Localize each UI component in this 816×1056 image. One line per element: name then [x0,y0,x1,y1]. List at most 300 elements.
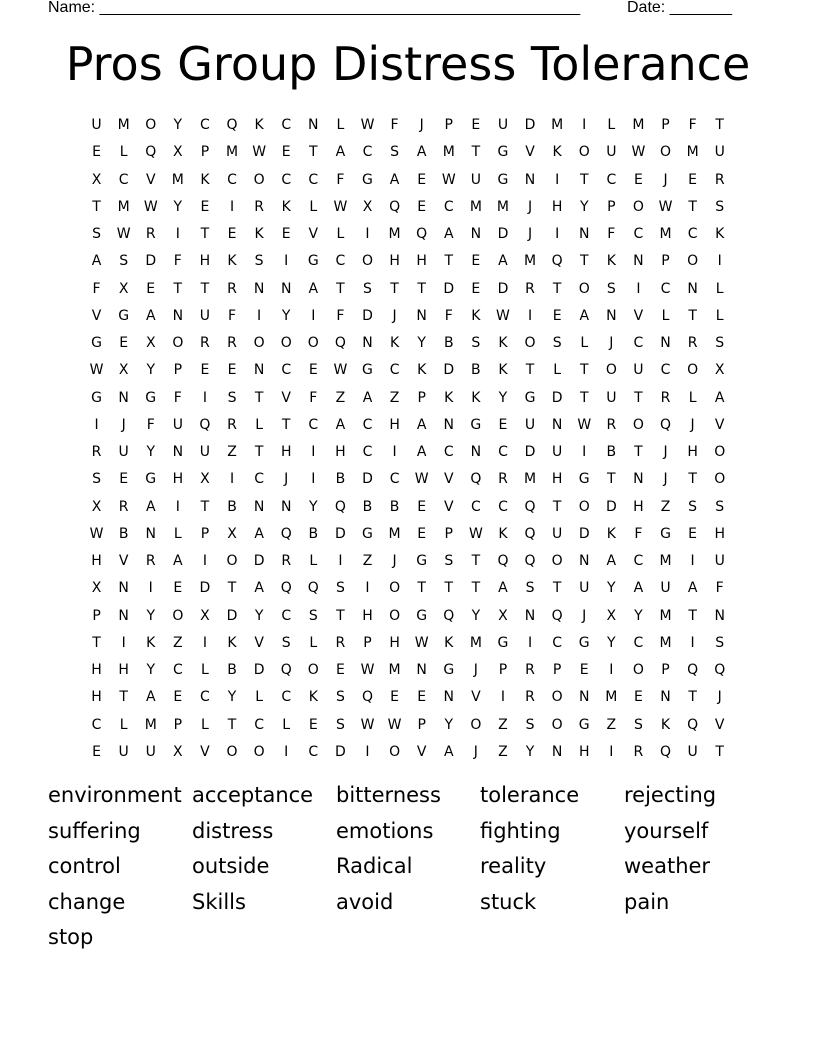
grid-letter: N [118,580,129,597]
grid-letter: H [91,689,102,706]
grid-letter: F [715,580,724,597]
grid-letter: A [308,280,319,297]
grid-letter: U [199,307,211,324]
grid-letter: O [578,144,590,161]
grid-letter: E [417,498,427,515]
grid-letter: A [389,171,400,188]
grid-letter: K [498,525,508,542]
grid-letter: W [658,198,673,215]
grid-letter: Z [335,389,346,406]
grid-letter: T [227,580,237,597]
grid-letter: P [444,525,453,542]
grid-letter: C [633,335,644,352]
grid-letter: X [714,362,725,379]
word-list-item: outside [192,854,270,878]
grid-letter: V [471,689,481,706]
grid-letter: L [336,117,345,134]
grid-letter: O [389,743,401,760]
grid-letter: I [392,444,397,461]
grid-letter: C [200,117,210,134]
grid-letter: Q [687,662,699,679]
grid-letter: M [632,117,645,134]
grid-letter: H [714,525,725,542]
grid-letter: D [253,662,265,679]
grid-letter: A [579,307,590,324]
grid-letter: R [145,226,156,243]
grid-letter: H [362,607,373,624]
grid-letter: F [444,307,453,324]
grid-letter: C [443,444,454,461]
grid-letter: I [365,580,370,597]
grid-letter: T [227,716,237,733]
grid-letter: E [281,144,291,161]
grid-letter: I [311,307,316,324]
grid-letter: T [688,471,697,488]
grid-letter: G [443,662,455,679]
grid-letter: P [444,117,453,134]
grid-letter: S [92,471,101,488]
grid-letter: I [148,580,153,597]
grid-letter: A [416,444,427,461]
grid-letter: H [199,253,211,270]
grid-letter: E [417,171,427,188]
grid-letter: W [441,171,456,188]
grid-letter: I [527,634,533,651]
grid-letter: D [605,498,617,515]
word-list-item: distress [192,818,274,843]
grid-row [83,303,735,330]
grid-letter: T [390,280,399,297]
grid-letter: C [633,226,644,243]
grid-letter: D [253,553,265,570]
grid-letter: J [663,471,668,488]
grid-letter: T [579,389,589,406]
grid-letter: O [470,716,482,733]
page-title: Pros Group Distress Tolerance [65,37,751,91]
grid-letter: T [200,498,210,515]
grid-letter: T [579,171,589,188]
word-list-item: bitterness [336,783,441,807]
grid-row [83,494,735,521]
grid-letter: F [688,117,697,134]
grid-letter: O [226,743,238,760]
grid-letter: I [175,226,180,243]
grid-letter: J [121,416,126,433]
grid-letter: N [660,689,671,706]
grid-letter: I [636,280,641,297]
grid-letter: T [634,389,643,406]
word-list-item: tolerance [480,783,580,807]
grid-letter: T [715,117,724,134]
grid-letter: O [687,253,699,270]
grid-letter: O [687,362,699,379]
grid-letter: C [362,144,373,161]
grid-letter: Y [607,580,616,597]
grid-letter: R [118,498,129,515]
grid-letter: N [633,471,644,488]
grid-letter: Y [146,362,156,379]
grid-letter: Q [389,198,401,215]
grid-letter: A [362,389,373,406]
grid-row [83,112,735,139]
grid-row [83,357,735,384]
grid-letter: S [525,580,535,597]
grid-row [83,276,735,303]
grid-letter: B [606,444,617,461]
grid-letter: C [687,226,698,243]
grid-letter: A [145,498,156,515]
grid-letter: G [497,634,509,651]
grid-letter: L [282,716,291,733]
grid-letter: N [253,280,265,297]
grid-letter: O [253,335,265,352]
grid-letter: I [284,253,289,270]
grid-letter: T [92,198,101,215]
grid-letter: T [281,416,291,433]
grid-letter: C [633,634,644,651]
grid-letter: Z [606,716,617,733]
grid-letter: O [389,607,401,624]
grid-letter: D [524,444,536,461]
grid-letter: I [500,689,506,706]
grid-letter: I [202,634,207,651]
grid-letter: T [552,498,562,515]
grid-letter: N [524,607,536,624]
grid-letter: Q [416,226,428,243]
grid-letter: S [335,689,345,706]
word-list-item: reality [480,854,547,878]
grid-letter: E [308,362,318,379]
grid-letter: X [606,607,617,624]
grid-letter: N [118,607,129,624]
grid-letter: E [92,144,101,161]
grid-letter: F [390,117,399,134]
grid-letter: T [417,280,426,297]
grid-letter: O [280,335,292,352]
grid-letter: I [284,743,289,760]
grid-letter: W [360,662,375,679]
grid-letter: I [527,307,533,324]
grid-letter: N [578,226,590,243]
grid-letter: E [417,525,427,542]
grid-row [83,739,735,766]
grid-letter: W [387,716,402,733]
word-list-item: pain [624,889,670,914]
grid-letter: M [659,226,672,243]
grid-letter: U [118,444,129,461]
grid-row [83,439,735,466]
grid-letter: Y [471,607,481,624]
grid-letter: E [119,335,129,352]
grid-letter: G [362,171,373,188]
grid-letter: O [578,280,590,297]
grid-letter: M [496,198,509,215]
grid-letter: J [717,689,722,706]
grid-letter: X [200,471,210,488]
grid-letter: E [417,198,427,215]
grid-letter: T [417,580,426,597]
grid-letter: H [633,498,644,515]
grid-letter: N [714,607,725,624]
grid-letter: W [360,117,375,134]
grid-letter: C [389,471,400,488]
grid-letter: E [471,253,481,270]
grid-letter: O [578,498,590,515]
grid-letter: L [119,716,128,733]
grid-letter: H [578,743,590,760]
grid-letter: W [631,144,646,161]
grid-letter: Z [227,444,237,461]
grid-letter: U [172,416,183,433]
grid-letter: M [225,144,239,161]
grid-letter: R [200,335,210,352]
grid-letter: X [173,144,183,161]
grid-letter: E [335,662,345,679]
grid-letter: W [252,144,267,161]
grid-letter: N [470,444,482,461]
grid-letter: C [281,117,292,134]
grid-letter: C [254,471,264,488]
grid-letter: E [227,226,237,243]
grid-letter: M [117,198,130,215]
grid-letter: M [659,607,672,624]
grid-letter: S [606,280,616,297]
grid-letter: U [497,117,509,134]
grid-letter: C [552,634,563,651]
grid-letter: S [335,716,345,733]
grid-letter: W [468,525,483,542]
grid-letter: Z [173,634,183,651]
grid-letter: C [443,198,454,215]
grid-letter: Q [551,607,563,624]
grid-row [83,167,735,194]
grid-letter: F [336,171,345,188]
grid-letter: A [254,580,264,597]
grid-letter: K [471,307,481,324]
grid-letter: T [471,580,481,597]
grid-letter: L [607,117,616,134]
grid-letter: I [609,662,614,679]
grid-letter: Y [281,307,291,324]
grid-letter: X [91,498,102,515]
grid-letter: O [605,362,617,379]
grid-letter: K [552,144,562,161]
grid-letter: P [173,716,183,733]
grid-letter: H [416,253,427,270]
grid-letter: E [119,471,129,488]
grid-letter: A [443,226,454,243]
grid-letter: S [390,144,400,161]
grid-letter: L [119,144,128,161]
grid-letter: K [200,171,210,188]
grid-letter: T [688,307,697,324]
grid-letter: J [392,553,397,570]
grid-letter: C [254,716,264,733]
grid-letter: X [498,607,508,624]
grid-letter: R [687,335,698,352]
grid-letter: X [362,198,373,215]
grid-letter: U [145,743,156,760]
grid-letter: T [336,607,345,624]
grid-letter: E [173,580,183,597]
grid-letter: O [253,171,265,188]
grid-row [83,684,735,711]
grid-letter: O [660,144,672,161]
grid-letter: V [91,307,102,324]
grid-letter: S [308,607,318,624]
grid-letter: A [416,416,427,433]
grid-letter: S [444,553,454,570]
grid-letter: N [172,444,184,461]
grid-letter: N [253,362,265,379]
grid-letter: H [551,471,563,488]
grid-letter: A [714,389,725,406]
grid-letter: N [633,253,644,270]
grid-letter: W [360,716,375,733]
grid-letter: Y [173,117,183,134]
grid-letter: Q [280,662,292,679]
grid-letter: N [118,389,129,406]
grid-letter: T [309,144,318,161]
grid-letter: A [254,525,264,542]
grid-letter: W [89,525,104,542]
grid-letter: M [469,634,482,651]
grid-letter: U [687,743,698,760]
grid-letter: B [389,498,400,515]
grid-letter: T [336,280,345,297]
grid-letter: M [469,198,482,215]
grid-letter: T [688,607,697,624]
grid-letter: J [663,171,668,188]
grid-letter: A [687,580,698,597]
grid-letter: V [308,226,319,243]
grid-letter: K [606,525,616,542]
grid-row [83,466,735,493]
grid-letter: I [338,553,343,570]
grid-letter: C [308,743,319,760]
grid-letter: V [633,307,644,324]
grid-letter: I [609,743,614,760]
grid-letter: I [555,171,560,188]
grid-letter: C [281,689,292,706]
grid-letter: Y [634,607,643,624]
grid-letter: W [414,634,429,651]
grid-letter: P [92,607,101,624]
grid-letter: X [118,280,129,297]
grid-letter: Q [687,716,699,733]
grid-letter: D [443,280,455,297]
grid-letter: C [498,444,508,461]
grid-letter: I [582,117,587,134]
grid-letter: I [311,471,316,488]
grid-letter: N [687,280,698,297]
word-list-item: avoid [336,889,394,914]
grid-letter: Y [498,389,508,406]
grid-letter: Y [254,607,264,624]
grid-letter: F [634,525,643,542]
word-list-item: environment [48,783,182,807]
grid-letter: O [253,743,265,760]
grid-letter: A [606,553,617,570]
grid-letter: A [145,689,156,706]
grid-letter: C [118,171,129,188]
grid-letter: R [145,553,156,570]
grid-letter: G [362,362,373,379]
grid-letter: H [118,662,129,679]
grid-letter: P [417,389,426,406]
grid-letter: L [336,226,345,243]
grid-letter: N [145,525,156,542]
grid-letter: T [200,280,210,297]
grid-letter: P [173,362,183,379]
word-list-item: Skills [192,889,246,914]
grid-letter: E [633,689,643,706]
grid-letter: T [444,253,454,270]
grid-letter: O [361,253,373,270]
grid-letter: D [497,226,509,243]
grid-letter: N [660,335,671,352]
grid-letter: Z [498,743,508,760]
grid-letter: A [416,144,427,161]
grid-letter: N [280,280,292,297]
grid-letter: I [365,226,370,243]
grid-letter: K [389,335,400,352]
grid-letter: R [714,171,725,188]
grid-letter: Q [443,607,455,624]
grid-letter: O [714,471,726,488]
grid-letter: H [91,662,102,679]
grid-letter: E [552,307,562,324]
grid-letter: V [118,553,129,570]
grid-letter: O [632,416,644,433]
grid-letter: K [146,634,156,651]
grid-letter: R [498,471,508,488]
grid-letter: B [118,525,129,542]
grid-letter: I [229,198,235,215]
grid-letter: V [416,743,427,760]
grid-letter: T [634,444,643,461]
grid-letter: I [555,226,560,243]
grid-letter: C [281,171,292,188]
word-list-item: emotions [336,818,434,843]
grid-letter: U [552,444,563,461]
grid-letter: Y [309,498,318,515]
grid-letter: L [255,689,264,706]
grid-letter: N [362,335,373,352]
grid-letter: W [333,362,348,379]
grid-letter: D [578,525,590,542]
grid-letter: A [145,307,156,324]
grid-letter: P [200,525,210,542]
grid-letter: D [524,117,536,134]
grid-letter: X [91,171,102,188]
grid-letter: L [661,307,670,324]
grid-letter: A [498,580,508,597]
grid-letter: C [606,171,617,188]
grid-letter: N [416,662,427,679]
grid-letter: J [419,117,424,134]
grid-letter: B [227,662,237,679]
grid-letter: Y [227,689,237,706]
grid-letter: Q [307,580,319,597]
grid-letter: G [91,389,102,406]
grid-letter: N [578,689,590,706]
grid-row [83,630,735,657]
grid-letter: F [146,416,155,433]
grid-letter: Y [444,716,454,733]
grid-letter: V [145,171,156,188]
grid-letter: B [227,498,237,515]
